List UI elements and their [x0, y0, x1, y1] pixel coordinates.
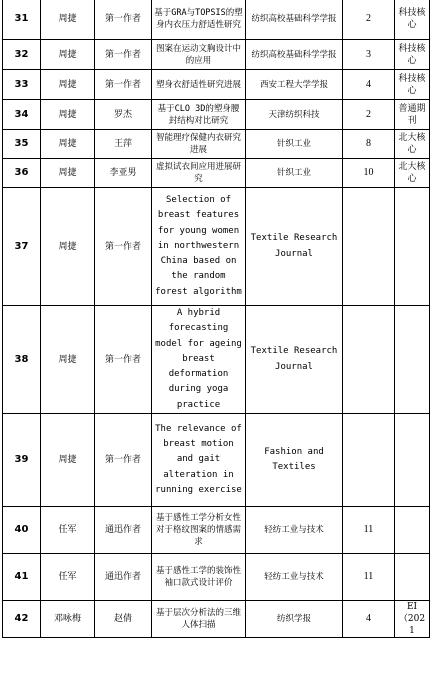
row-number: 33	[3, 70, 41, 100]
table-row	[3, 130, 430, 159]
journal-level: 北大核心	[395, 159, 430, 188]
author-name: 周捷	[41, 70, 95, 100]
author-name: 邓咏梅	[41, 601, 95, 638]
journal-level: 科技核心	[395, 0, 430, 40]
paper-title: 智能理疗保健内衣研究进展	[152, 130, 246, 159]
journal-name: 轻纺工业与技术	[246, 507, 343, 554]
issue-count: 4	[343, 70, 395, 100]
journal-level	[395, 507, 430, 554]
table-row	[3, 40, 430, 70]
journal-level: 普通期刊	[395, 100, 430, 130]
journal-name: Fashion and Textiles	[246, 414, 343, 507]
paper-title: 基于CLO 3D的塑身腰封结构对比研究	[152, 100, 246, 130]
author-name: 周捷	[41, 130, 95, 159]
author-role: 通迅作者	[95, 507, 152, 554]
issue-count	[343, 306, 395, 414]
paper-list-table	[2, 0, 430, 638]
author-name: 周捷	[41, 159, 95, 188]
journal-name: 纺织高校基础科学学报	[246, 0, 343, 40]
row-number: 31	[3, 0, 41, 40]
issue-count	[343, 414, 395, 507]
issue-count: 11	[343, 507, 395, 554]
journal-level	[395, 188, 430, 306]
author-name: 周捷	[41, 100, 95, 130]
paper-title: 基于层次分析法的三维人体扫描	[152, 601, 246, 638]
paper-title: A hybrid forecasting model for ageing breast deformation during yoga practice	[152, 306, 246, 414]
author-name: 周捷	[41, 188, 95, 306]
paper-title: 基于感性工学的装饰性袖口款式设计评价	[152, 554, 246, 601]
table-row	[3, 70, 430, 100]
paper-title: The relevance of breast motion and gait alteration in running exercise	[152, 414, 246, 507]
author-name: 周捷	[41, 414, 95, 507]
issue-count: 3	[343, 40, 395, 70]
paper-title: 虚拟试衣间应用进展研究	[152, 159, 246, 188]
row-number: 41	[3, 554, 41, 601]
author-role: 赵倩	[95, 601, 152, 638]
row-number: 35	[3, 130, 41, 159]
row-number: 37	[3, 188, 41, 306]
issue-count: 4	[343, 601, 395, 638]
row-number: 40	[3, 507, 41, 554]
author-role: 第一作者	[95, 414, 152, 507]
issue-count: 2	[343, 0, 395, 40]
table-row	[3, 414, 430, 507]
issue-count: 8	[343, 130, 395, 159]
row-number: 42	[3, 601, 41, 638]
table-row	[3, 188, 430, 306]
row-number: 34	[3, 100, 41, 130]
paper-title: 图案在运动文胸设计中的应用	[152, 40, 246, 70]
row-number: 38	[3, 306, 41, 414]
author-role: 第一作者	[95, 188, 152, 306]
table-row	[3, 306, 430, 414]
author-role: 第一作者	[95, 306, 152, 414]
author-role: 通迅作者	[95, 554, 152, 601]
author-role: 王萍	[95, 130, 152, 159]
row-number: 36	[3, 159, 41, 188]
table-row	[3, 0, 430, 40]
row-number: 39	[3, 414, 41, 507]
row-number: 32	[3, 40, 41, 70]
paper-title: 基于GRA与TOPSIS的塑身内衣压力舒适性研究	[152, 0, 246, 40]
journal-level	[395, 554, 430, 601]
issue-count: 10	[343, 159, 395, 188]
author-name: 任军	[41, 554, 95, 601]
journal-level	[395, 306, 430, 414]
issue-count	[343, 188, 395, 306]
journal-name: 纺织高校基础科学学报	[246, 40, 343, 70]
paper-title: Selection of breast features for young women in northwestern China based on the random forest algorithm	[152, 188, 246, 306]
author-role: 李亚男	[95, 159, 152, 188]
journal-level: 科技核心	[395, 40, 430, 70]
journal-name: 天津纺织科技	[246, 100, 343, 130]
author-role: 罗杰	[95, 100, 152, 130]
journal-level	[395, 414, 430, 507]
paper-title: 塑身衣舒适性研究进展	[152, 70, 246, 100]
author-name: 周捷	[41, 40, 95, 70]
author-role: 第一作者	[95, 0, 152, 40]
issue-count: 2	[343, 100, 395, 130]
journal-name: 轻纺工业与技术	[246, 554, 343, 601]
table-row	[3, 507, 430, 554]
author-name: 周捷	[41, 0, 95, 40]
journal-level: EI（2021	[395, 601, 430, 638]
author-name: 周捷	[41, 306, 95, 414]
author-role: 第一作者	[95, 40, 152, 70]
paper-title: 基于感性工学分析女性对于格纹图案的情感需求	[152, 507, 246, 554]
table-row	[3, 100, 430, 130]
journal-name: 纺织学报	[246, 601, 343, 638]
journal-level: 北大核心	[395, 130, 430, 159]
author-role: 第一作者	[95, 70, 152, 100]
journal-name: 针织工业	[246, 159, 343, 188]
table-row	[3, 159, 430, 188]
journal-name: Textile Research Journal	[246, 188, 343, 306]
author-name: 任军	[41, 507, 95, 554]
table-row	[3, 601, 430, 638]
table-row	[3, 554, 430, 601]
journal-level: 科技核心	[395, 70, 430, 100]
journal-name: Textile Research Journal	[246, 306, 343, 414]
issue-count: 11	[343, 554, 395, 601]
journal-name: 西安工程大学学报	[246, 70, 343, 100]
journal-name: 针织工业	[246, 130, 343, 159]
